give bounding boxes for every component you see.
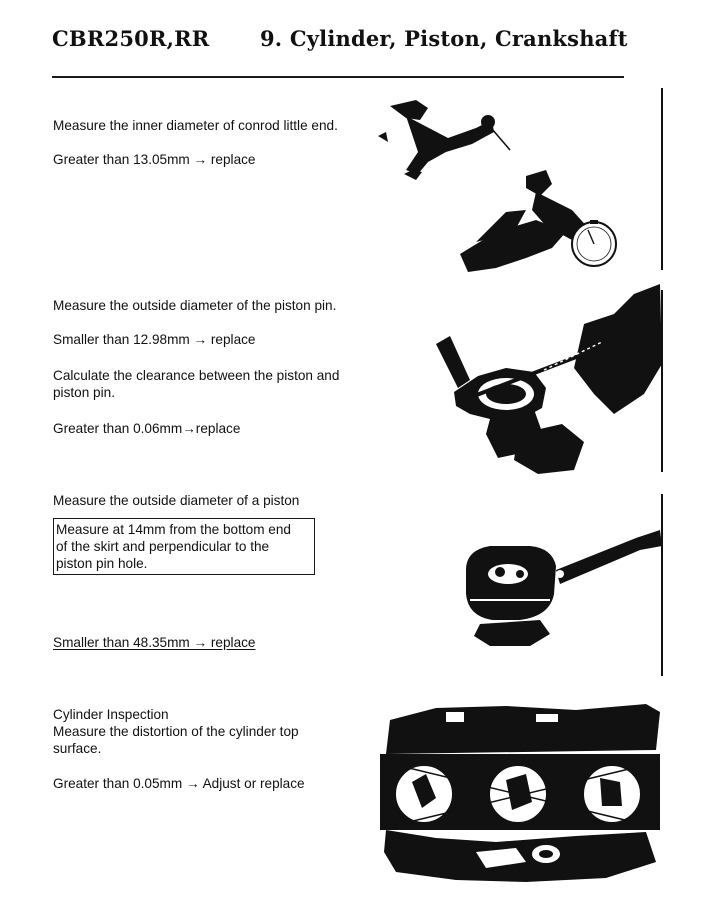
photo-frame-edge [661, 290, 663, 472]
measurement-note-box [53, 518, 315, 575]
cylinder-straightedge-photo [376, 702, 662, 886]
chapter-title: 9. Cylinder, Piston, Crankshaft [260, 26, 628, 51]
piston-pin-limit: Smaller than 12.98mm → replace [53, 332, 256, 347]
cylinder-instruction-line-2: surface. [53, 741, 102, 756]
piston-instruction: Measure the outside diameter of a piston [53, 493, 300, 508]
photo-frame-edge [661, 494, 663, 676]
note-line-2: of the skirt and perpendicular to the [56, 539, 270, 554]
conrod-instruction: Measure the inner diameter of conrod little end. [53, 118, 338, 133]
piston-micrometer-photo [460, 520, 662, 650]
piston-pin-instruction: Measure the outside diameter of the piston pin. [53, 298, 337, 313]
piston-limit: Smaller than 48.35mm → replace [53, 635, 256, 650]
note-line-1: Measure at 14mm from the bottom end [56, 522, 291, 537]
conrod-measurement-photo [376, 92, 658, 274]
conrod-limit: Greater than 13.05mm → replace [53, 152, 256, 167]
piston-pin-micrometer-photo [434, 284, 662, 474]
clearance-instruction-line-2: piston pin. [53, 385, 115, 400]
cylinder-heading: Cylinder Inspection [53, 707, 169, 722]
cylinder-instruction-line-1: Measure the distortion of the cylinder top [53, 724, 299, 739]
header-divider [52, 76, 624, 78]
cylinder-limit: Greater than 0.05mm → Adjust or replace [53, 776, 305, 791]
photo-frame-edge [661, 88, 663, 270]
clearance-limit: Greater than 0.06mm→replace [53, 421, 241, 436]
manual-model-title: CBR250R,RR [52, 26, 210, 51]
clearance-instruction-line-1: Calculate the clearance between the piston and [53, 368, 340, 383]
note-line-3: piston pin hole. [56, 556, 148, 571]
